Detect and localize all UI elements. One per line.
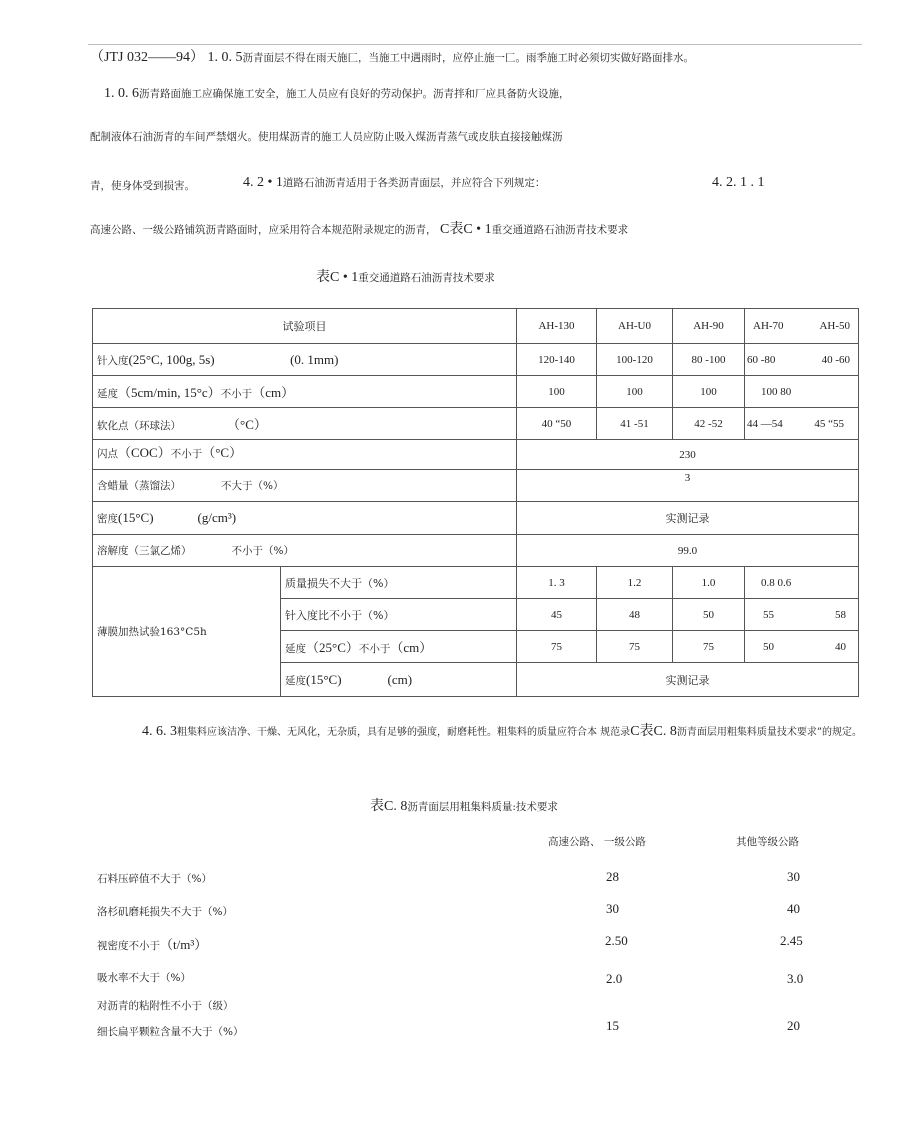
table-2-col-2-header: 其他等级公路 <box>736 836 799 848</box>
aggregate-row-value-2: 30 <box>787 869 800 884</box>
ductility-unit: （cm） <box>252 385 295 400</box>
penetration-label: 针入度 <box>97 354 129 367</box>
ductility-label-cell <box>93 376 517 408</box>
header-rule <box>88 44 862 45</box>
softening-value-3: 42 -52 <box>673 408 745 440</box>
ductility-15-unit: (cm) <box>387 671 413 687</box>
solubility-note: 不小于（%） <box>231 545 294 557</box>
penetration-value-3: 80 -100 <box>673 344 745 376</box>
ductility-25-unit: （cm） <box>390 640 433 655</box>
para-1-ref: （JTJ 032——94） <box>90 50 204 65</box>
wax-note: 不大于（%） <box>221 480 284 492</box>
header-grade-2: AH-U0 <box>597 309 673 344</box>
aggregate-row-value-1: 30 <box>606 901 619 916</box>
softening-value-4-5 <box>745 408 859 440</box>
table-1-title-text: 重交通道路石油沥青技术要求 <box>358 272 495 284</box>
softening-value-4: 44 —54 <box>747 417 783 430</box>
softening-value-2: 41 -51 <box>597 408 673 440</box>
header-grade-1: AH-130 <box>517 309 597 344</box>
penetration-value-4-5 <box>745 344 859 376</box>
mass-loss-value-2: 1.2 <box>597 567 673 599</box>
aggregate-row-label: 细长扁平颗粒含量不大于（%） <box>97 1026 244 1038</box>
pen-ratio-value-1: 45 <box>517 599 597 631</box>
table-row <box>93 408 859 440</box>
aggregate-row-label: 洛杉矶磨耗损失不大于（%） <box>97 906 233 918</box>
mass-loss-label: 质量损失不大于（%） <box>281 567 517 599</box>
penetration-label-cell <box>93 344 517 376</box>
para-4-text-2: 道路石油沥青适用于各类沥青面层，并应符合下列规定： <box>282 177 546 189</box>
softening-label-cell <box>93 408 517 440</box>
para-2 <box>104 86 570 102</box>
header-grade-4: AH-70 <box>753 320 784 332</box>
softening-value-5: 45 “55 <box>814 417 844 430</box>
aggregate-row-value-1: 2.50 <box>605 933 628 948</box>
para-5-text: 高速公路、一级公路铺筑沥青路面时，应采用符合本规范附录规定的沥青， <box>90 224 437 236</box>
density-cond: (15°C) <box>118 510 154 525</box>
aggregate-row-unit: （t/m³） <box>160 937 208 952</box>
header-test-item: 试验项目 <box>93 309 517 344</box>
ductility-label: 延度 <box>97 388 118 400</box>
density-label-cell <box>93 502 517 535</box>
ductility-value-1: 100 <box>517 376 597 408</box>
pen-ratio-value-2: 48 <box>597 599 673 631</box>
wax-label-cell <box>93 470 517 502</box>
softening-value-1: 40 “50 <box>517 408 597 440</box>
aggregate-row-value-2: 3.0 <box>787 971 804 986</box>
aggregate-row-value-1: 2.0 <box>606 971 623 986</box>
ductility-15-value: 实测记录 <box>517 663 859 697</box>
table-row <box>93 535 859 567</box>
penetration-value-2: 100-120 <box>597 344 673 376</box>
table-row <box>93 309 859 344</box>
aggregate-row-value-2: 2.45 <box>780 933 803 948</box>
header-grade-3: AH-90 <box>673 309 745 344</box>
ductility-25-value-3: 75 <box>673 631 745 663</box>
ductility-cond: （5cm/min, 15°c） <box>118 385 221 400</box>
tfot-label-cell <box>93 567 281 697</box>
ductility-value-3: 100 <box>673 376 745 408</box>
table-row <box>93 440 859 470</box>
para-6 <box>142 720 862 740</box>
solubility-value: 99.0 <box>517 535 859 567</box>
para-5 <box>90 218 628 238</box>
ductility-25-value-5: 40 <box>835 640 846 653</box>
para-4-number-2: 4. 2. 1 . 1 <box>712 175 765 190</box>
mass-loss-value-3: 1.0 <box>673 567 745 599</box>
para-1-text: 沥青面层不得在雨天施匚，当施工中遇雨时，应停止施一匚。雨季施工时必须切实做好路面排水。 <box>242 52 694 64</box>
ductility-value-2: 100 <box>597 376 673 408</box>
aggregate-row-label-cell <box>97 934 207 953</box>
table-row <box>93 567 859 599</box>
mass-loss-value-1: 1. 3 <box>517 567 597 599</box>
solubility-label-cell <box>93 535 517 567</box>
para-4-text: 青，使身体受到损害。 <box>90 180 195 192</box>
pen-ratio-value-4: 55 <box>763 608 774 621</box>
aggregate-row-label: 吸水率不大于（%） <box>97 972 191 984</box>
para-4-number: 4. 2 • 1 <box>243 175 283 190</box>
table-2-title <box>370 795 558 815</box>
para-3: 配制液体石油沥青的车间严禁烟火。使用煤沥青的施工人员应防止吸入煤沥青蒸气或皮肤直接接触煤沥 <box>90 131 563 143</box>
density-unit: (g/cm³) <box>197 510 237 525</box>
para-1-number: 1. 0. 5 <box>207 50 243 65</box>
density-label: 密度 <box>97 513 118 525</box>
pen-ratio-value-4-5 <box>745 599 859 631</box>
aggregate-row-value-1: 15 <box>606 1018 619 1033</box>
flash-unit: （°C） <box>202 445 243 460</box>
mass-loss-value-4-5: 0.8 0.6 <box>745 567 859 599</box>
aggregate-row-value-1: 28 <box>606 869 619 884</box>
para-2-number: 1. 0. 6 <box>104 86 139 101</box>
ductility-25-note: 不小于 <box>358 643 391 655</box>
wax-label: 含蜡量（蒸馏法） <box>97 480 181 492</box>
header-grade-4-5 <box>745 309 859 344</box>
ductility-25-value-2: 75 <box>597 631 673 663</box>
table-row <box>93 502 859 535</box>
ductility-15-label-cell <box>281 663 517 697</box>
pen-ratio-label: 针入度比不小于（%） <box>281 599 517 631</box>
para-5-text-2: 重交通道路石油沥青技术要求 <box>491 224 629 236</box>
aggregate-row-label: 石料压碎值不大于（%） <box>97 873 212 885</box>
softening-unit: （°C） <box>227 417 267 432</box>
flash-value: 230 <box>517 440 859 470</box>
para-6-ref: C表C. 8 <box>630 724 677 739</box>
flash-label: 闪点 <box>97 448 118 460</box>
flash-cond: （COC） <box>118 445 171 460</box>
aggregate-row-value-2: 20 <box>787 1018 800 1033</box>
penetration-value-4: 60 -80 <box>747 353 776 366</box>
penetration-unit: (0. 1mm) <box>290 351 339 367</box>
ductility-25-label: 延度 <box>285 643 306 655</box>
header-grade-5: AH-50 <box>819 320 850 332</box>
pen-ratio-value-5: 58 <box>835 608 846 621</box>
para-6-text: 粗集料应该洁净、干燥、无风化，无杂质，具有足够的强度，耐磨耗性。粗集料的质量应符合本 规范录 <box>177 727 631 738</box>
ductility-15-cond: (15°C) <box>306 671 342 687</box>
table-row <box>93 470 859 502</box>
para-6-number: 4. 6. 3 <box>142 724 177 739</box>
table-1-title <box>316 266 495 286</box>
ductility-15-label: 延度 <box>285 674 306 687</box>
ductility-25-value-4-5 <box>745 631 859 663</box>
tfot-label: 薄膜加热试验163°C5h <box>97 626 207 638</box>
ductility-25-value-4: 50 <box>763 640 774 653</box>
para-1 <box>90 46 694 66</box>
table-row <box>93 376 859 408</box>
ductility-25-cond: （25°C） <box>306 640 359 655</box>
penetration-value-5: 40 -60 <box>821 353 850 366</box>
aggregate-row-label: 对沥青的粘附性不小于（级） <box>97 1000 234 1012</box>
para-4-clause <box>243 175 545 191</box>
table-1-title-prefix: 表C • 1 <box>316 270 359 285</box>
flash-label-cell <box>93 440 517 470</box>
ductility-note: 不小于 <box>220 388 253 400</box>
pen-ratio-value-3: 50 <box>673 599 745 631</box>
table-2-title-prefix: 表C. 8 <box>370 799 408 814</box>
para-2-text: 沥青路面施工应确保施工安全，施工人员应有良好的劳动保护。沥青拌和厂应具备防火设施， <box>139 88 570 100</box>
density-value: 实测记录 <box>517 502 859 535</box>
table-row <box>93 344 859 376</box>
aggregate-row-label: 视密度不小于 <box>97 940 160 952</box>
solubility-label: 溶解度（三氯乙烯） <box>97 545 192 557</box>
table-2-col-1-header: 高速公路、 一级公路 <box>548 836 646 848</box>
wax-value: 3 <box>517 470 859 502</box>
ductility-25-value-1: 75 <box>517 631 597 663</box>
penetration-cond: (25°C, 100g, 5s) <box>128 351 215 367</box>
softening-label: 软化点（环球法） <box>97 420 181 432</box>
flash-note: 不小于 <box>170 448 203 460</box>
table-2-title-text: 沥青面层用粗集料质量:技术要求 <box>407 801 558 813</box>
asphalt-spec-table <box>92 308 859 697</box>
ductility-value-4-5: 100 80 <box>745 376 859 408</box>
penetration-value-1: 120-140 <box>517 344 597 376</box>
ductility-25-label-cell <box>281 631 517 663</box>
para-5-table-ref: C表C • 1 <box>440 222 492 237</box>
aggregate-row-value-2: 40 <box>787 901 800 916</box>
para-6-text-2: 沥青面层用粗集料质量技术要求”的规定。 <box>676 727 862 738</box>
